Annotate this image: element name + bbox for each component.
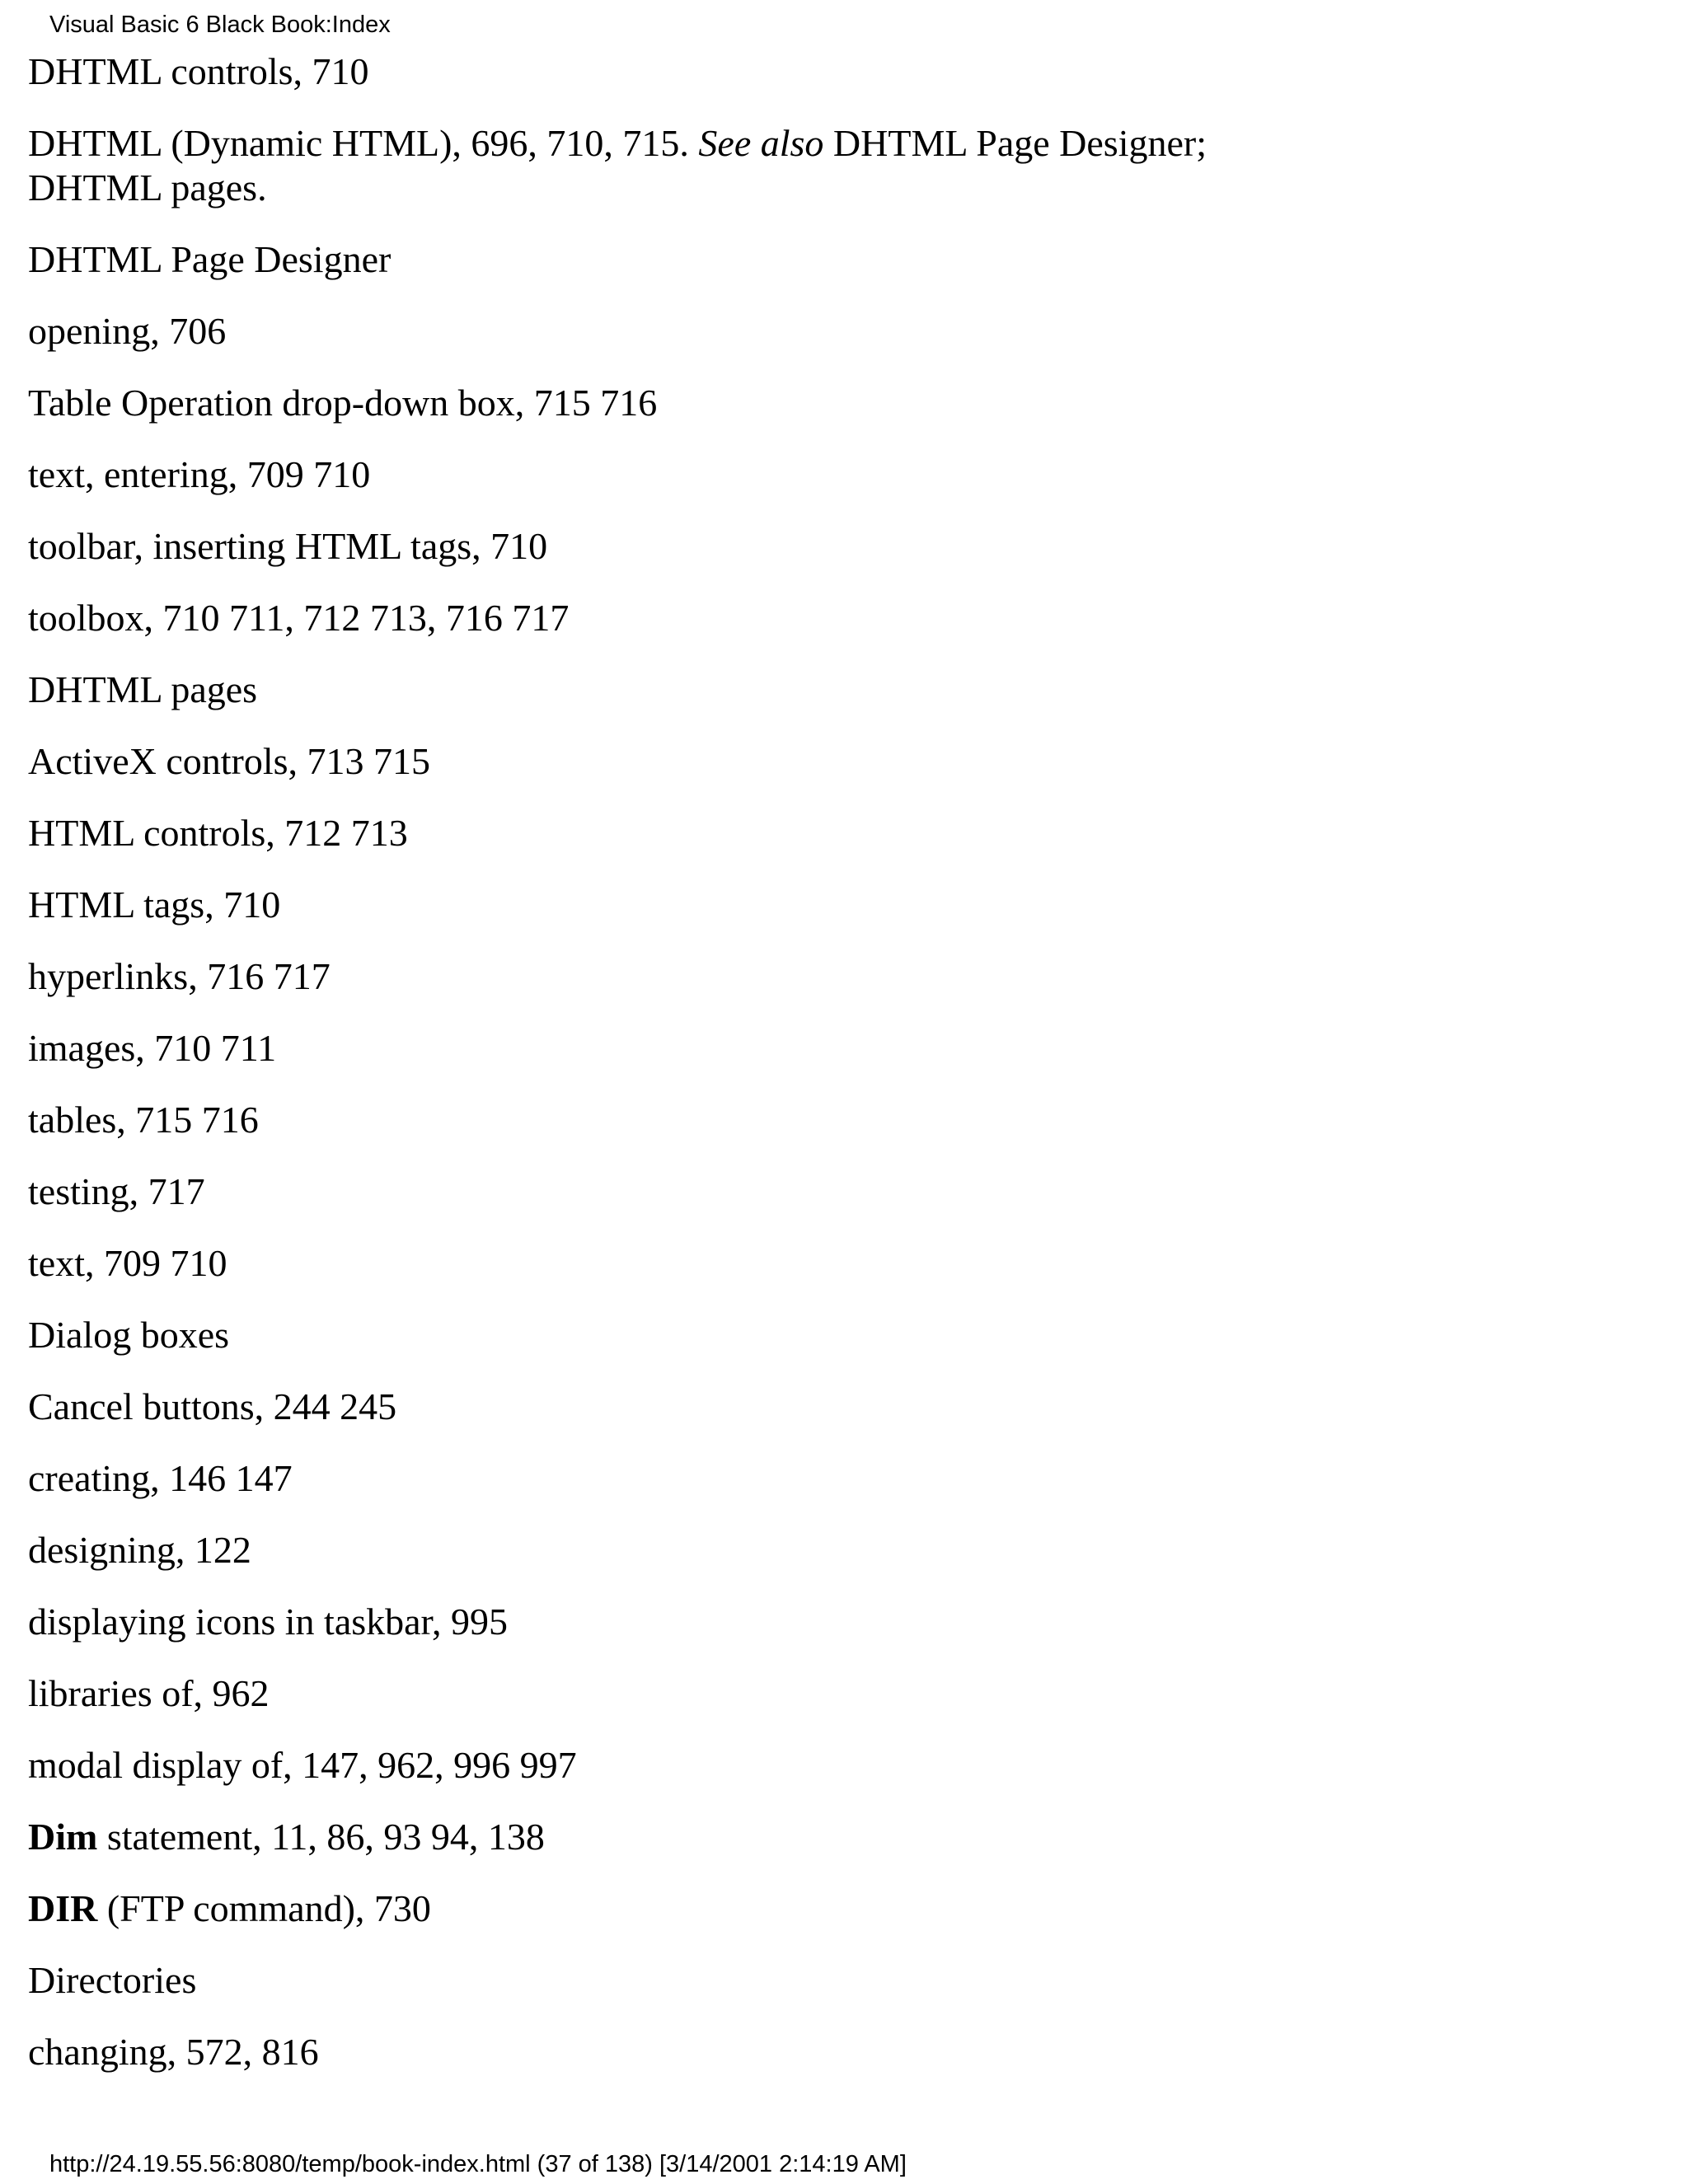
index-entry	[28, 596, 1248, 640]
index-entry-text: DHTML Page Designer	[28, 238, 392, 280]
index-entry	[28, 1026, 1248, 1071]
index-entry-text: DHTML controls, 710	[28, 50, 369, 92]
index-entry-text: Dialog boxes	[28, 1314, 230, 1356]
index-entry	[28, 381, 1248, 425]
index-entry-list	[28, 49, 1643, 2102]
index-entry-text: designing, 122	[28, 1529, 251, 1571]
index-entry	[28, 1528, 1248, 1572]
index-entry-text: displaying icons in taskbar, 995	[28, 1601, 509, 1643]
index-entry	[28, 1169, 1248, 1214]
index-entry-text: DHTML pages	[28, 668, 258, 710]
index-entry	[28, 2030, 1248, 2074]
index-entry-text: images, 710 711	[28, 1027, 277, 1069]
index-entry	[28, 1385, 1248, 1429]
index-entry-text: opening, 706	[28, 310, 227, 352]
index-entry-text: testing, 717	[28, 1170, 205, 1212]
index-entry	[28, 1743, 1248, 1788]
index-entry	[28, 309, 1248, 354]
index-entry-text: statement, 11, 86, 93 94, 138	[97, 1816, 545, 1858]
index-entry	[28, 883, 1248, 927]
index-entry	[28, 49, 1248, 94]
index-entry	[28, 524, 1248, 569]
page-header: Visual Basic 6 Black Book:Index	[49, 12, 391, 38]
index-entry-text: ActiveX controls, 713 715	[28, 740, 431, 782]
index-entry-text: Directories	[28, 1959, 197, 2001]
index-entry-text: Cancel buttons, 244 245	[28, 1385, 397, 1427]
index-entry	[28, 1671, 1248, 1716]
index-entry-text: modal display of, 147, 962, 996 997	[28, 1744, 577, 1786]
index-entry-text: text, 709 710	[28, 1242, 227, 1284]
index-entry	[28, 1600, 1248, 1644]
index-entry	[28, 668, 1248, 712]
index-entry	[28, 811, 1248, 855]
index-entry-text: HTML tags, 710	[28, 883, 281, 926]
index-entry	[28, 739, 1248, 784]
index-entry	[28, 1241, 1248, 1286]
index-entry-bold-text: Dim	[28, 1816, 98, 1858]
index-entry-text: toolbar, inserting HTML tags, 710	[28, 525, 548, 567]
index-entry	[28, 1313, 1248, 1357]
index-entry-text: libraries of, 962	[28, 1672, 270, 1714]
index-entry-bold-text: DIR	[28, 1887, 98, 1929]
index-entry	[28, 1886, 1248, 1931]
index-entry-text: changing, 572, 816	[28, 2031, 319, 2073]
page-footer-url: http://24.19.55.56:8080/temp/book-index.html (37 of 138) [3/14/2001 2:14:19 AM]	[49, 2151, 907, 2177]
index-entry-text: hyperlinks, 716 717	[28, 955, 331, 997]
index-entry	[28, 954, 1248, 999]
index-entry-text: HTML controls, 712 713	[28, 812, 408, 854]
index-entry	[28, 452, 1248, 497]
index-entry	[28, 121, 1248, 210]
index-entry	[28, 1815, 1248, 1859]
index-entry	[28, 1958, 1248, 2003]
index-entry-text: tables, 715 716	[28, 1099, 259, 1141]
index-entry	[28, 1098, 1248, 1142]
index-entry	[28, 237, 1248, 282]
index-entry-text: creating, 146 147	[28, 1457, 293, 1499]
index-entry-text: (FTP command), 730	[97, 1887, 431, 1929]
index-entry-text: toolbox, 710 711, 712 713, 716 717	[28, 597, 570, 639]
index-entry	[28, 1456, 1248, 1501]
index-entry-text: DHTML Page Designer; DHTML pages.	[28, 122, 1207, 209]
index-entry-text: text, entering, 709 710	[28, 453, 371, 495]
index-entry-text: DHTML (Dynamic HTML), 696, 710, 715.	[28, 122, 699, 164]
index-entry-text: Table Operation drop-down box, 715 716	[28, 382, 658, 424]
index-entry-italic-text: See also	[698, 122, 824, 164]
